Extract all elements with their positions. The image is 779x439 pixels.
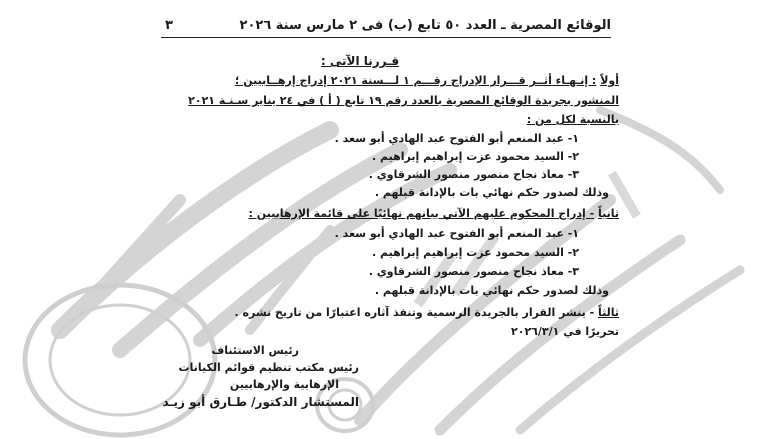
first-list-item-1: ١- عبد المنعم أبو الفتوح عبد الهادي أبو سعد .	[334, 132, 579, 145]
signature-title-3: الإرهابية والإرهابيين	[229, 378, 339, 391]
second-text-1: - إدراج المحكوم عليهم الآتي بيانهم نهائيًا على قائمة الإرهابيين :	[248, 207, 595, 220]
signature-title-2: رئيس مكتب تنظيم قوائم الكيانات	[178, 361, 359, 374]
first-list-item-3: ٣- معاذ نجاح منصور منصور الشرقاوي .	[368, 168, 579, 181]
second-clause-line1	[249, 207, 619, 221]
third-text-1: - ينشر القرار بالجريدة الرسمية وتنفذ آثاره اعتبارًا من تاريخ نشره .	[234, 306, 595, 319]
date-line: تحريرًا في ٢٠٢٦/٣/١	[511, 325, 619, 338]
page-number: ٣	[165, 18, 173, 33]
third-clause-line1	[235, 306, 620, 320]
second-list-item-1: ١- عبد المنعم أبو الفتوح عبد الهادي أبو سعد .	[334, 227, 579, 240]
first-clause-line3: بالنسبة لكل من :	[526, 113, 619, 126]
first-label: أولاً	[600, 74, 619, 87]
second-reason: وذلك لصدور حكم نهائي بات بالإدانة قبلهم .	[374, 284, 609, 297]
first-clause-line2: المنشور بجريدة الوقائع المصرية بالعدد رقم ١٩ تابع ( أ ) في ٢٤ يناير سـنـة ٢٠٢١	[188, 94, 619, 107]
header-title: الوقائع المصرية ـ العدد ٥٠ تابع (ب) فى ٢ مارس سنة ٢٠٢٦	[239, 18, 611, 33]
signature-title-1: رئيس الاستئناف	[211, 344, 299, 357]
third-label: ثالثاً	[597, 306, 619, 319]
second-label: ثانياً	[597, 207, 619, 220]
gazette-header	[161, 18, 611, 38]
first-list-item-2: ٢- السيد محمود عزت إبراهيم إبراهيم .	[372, 150, 579, 163]
decision-heading: قـررنا الآتى :	[320, 54, 400, 68]
second-list-item-2: ٢- السيد محمود عزت إبراهيم إبراهيم .	[372, 246, 579, 259]
signature-name: المستشار الدكتور/ طـارق أبو زيـد	[162, 395, 359, 409]
second-list-item-3: ٣- معاذ نجاح منصور منصور الشرقاوي .	[368, 265, 579, 278]
first-reason: وذلك لصدور حكم نهائي بات بالإدانة قبلهم .	[374, 186, 609, 199]
first-text-1: : إنـهـاء أثــر قـــرار الإدراج رقـــم ١ لـــسنة ٢٠٢١ إدراج إرهــابيين ؛	[235, 74, 597, 87]
first-clause-line1	[235, 74, 619, 88]
